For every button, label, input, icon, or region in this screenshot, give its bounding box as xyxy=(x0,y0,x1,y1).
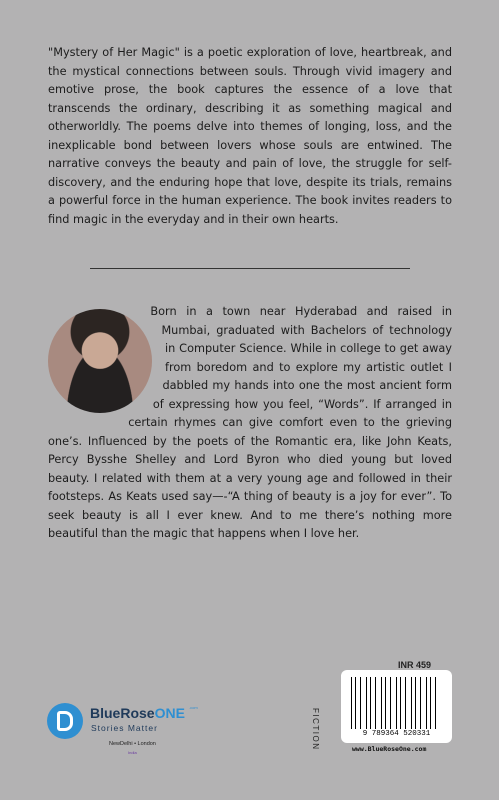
author-photo xyxy=(48,309,152,413)
author-bio-section xyxy=(48,303,452,544)
isbn-number: 9 789364 520331 xyxy=(362,730,431,738)
section-divider xyxy=(90,268,410,269)
publisher-domain-suffix: .com xyxy=(189,705,198,710)
publisher-website: www.BlueRoseOne.com xyxy=(352,745,427,753)
publisher-tagline: Stories Matter xyxy=(91,723,158,733)
book-b-logo-icon xyxy=(47,703,83,739)
publisher-name xyxy=(90,705,185,721)
author-bio: Born in a town near Hyderabad and raised in Mumbai, graduated with Bachelors of technology in Computer Science. While in college to get away from boredom and to explore my artistic outlet I dabbled my hands into one the most ancient form of expressing how you feel, “Words”. If arranged in certain rhymes can give comfort even to the grieving one’s. Influenced by the poets of the Romantic era, like John Keats, Percy Bysshe Shelley and Lord Byron who died young but loved beauty. I related with them at a very young age and followed in their footsteps. As Keats used say—-“A thing of beauty is a joy for ever”. To seek beauty is all I ever knew. And to me there’s nothing more beautiful than the magic that happens when I love her. xyxy=(48,305,452,540)
barcode-panel xyxy=(341,670,452,743)
genre-label: FICTION xyxy=(311,708,320,751)
publisher-name-main: BlueRose xyxy=(90,705,155,721)
book-description: "Mystery of Her Magic" is a poetic exploration of love, heartbreak, and the mystical connections between souls. Through vivid imagery and emotive prose, the book captures the essence of a love that transcends the ordinary, describing it as something magical and otherworldly. The poems delve into themes of longing, loss, and the inexplicable bond between lovers whose souls are entwined. The narrative conveys the beauty and pain of love, the struggle for self-discovery, and the enduring hope that love, despite its trials, remains a powerful force in the human experience. The book invites readers to find magic in the everyday and in their own hearts. xyxy=(48,46,452,226)
publisher-flag: India xyxy=(128,750,137,755)
publisher-name-accent: ONE xyxy=(154,705,185,721)
isbn-barcode xyxy=(351,677,441,729)
price-label: INR 459 xyxy=(398,660,432,670)
publisher-locations: NewDelhi • London xyxy=(109,741,156,747)
